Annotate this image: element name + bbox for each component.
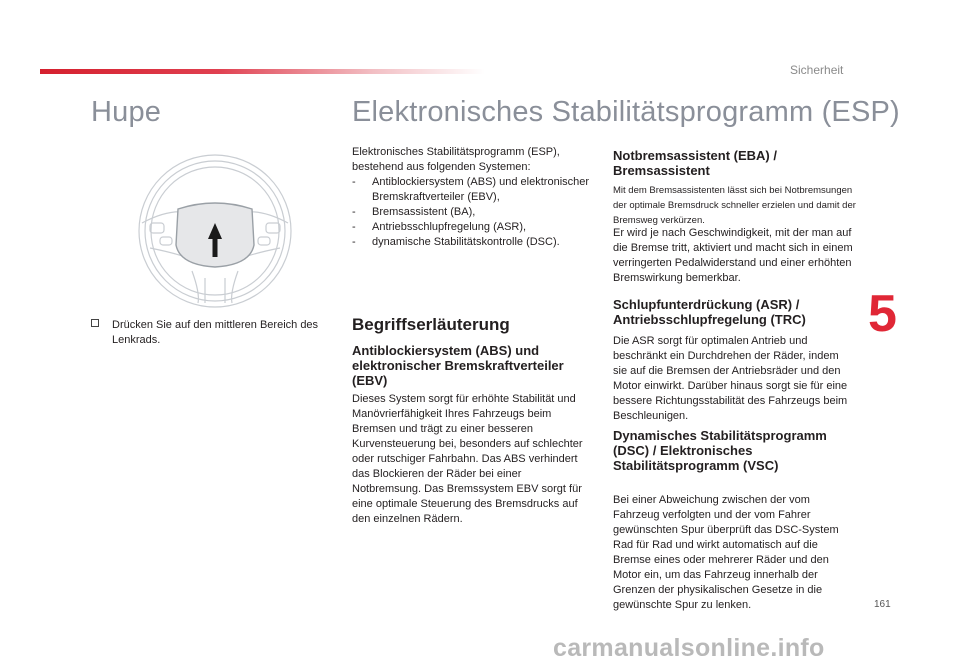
dsc-heading: Dynamisches Stabilitätsprogramm (DSC) / Elektronisches Stabilitätsprogramm (VSC) [613, 428, 827, 473]
eba-text-2: Er wird je nach Geschwindigkeit, mit der man auf die Bremse tritt, aktiviert und macht sich in einem verringerten Pedalwiderstand und einer erhöhten Bremswirkung bemerkbar. [613, 227, 853, 284]
list-item: - Antiblockiersystem (ABS) und elektronischer Bremskraftverteiler (EBV), [352, 175, 592, 205]
list-item: - dynamische Stabilitätskontrolle (DSC). [352, 235, 592, 250]
section-label: Sicherheit [790, 63, 844, 77]
steering-wheel-illustration [130, 153, 300, 308]
list-item: - Bremsassistent (BA), [352, 205, 592, 220]
dsc-text: Bei einer Abweichung zwischen der vom Fahrzeug verfolgten und der vom Fahrer gewünschten Spur überprüft das DSC-System Rad für Rad und wirkt automatisch auf die Bremse eines oder mehrerer Räder und den Motor ein, um das Fahrzeug innerhalb der Grenzen der physikalischen Gesetze in die gewünschte Spur zu lenken. [613, 494, 839, 611]
horn-instruction [91, 318, 331, 348]
definitions-heading: Begriffserläuterung [352, 315, 510, 334]
eba-heading: Notbremsassistent (EBA) / Bremsassistent [613, 148, 777, 178]
chapter-number: 5 [868, 285, 897, 343]
asr-text: Die ASR sorgt für optimalen Antrieb und beschränkt ein Durchdrehen der Räder, indem sie auf die Bremsen der Antriebsräder und den Motor einwirkt. Darüber hinaus sorgt sie für eine bessere Richtungsstabilität des Fahrzeugs beim Beschleunigen. [613, 335, 848, 422]
horn-title: Hupe [91, 96, 162, 128]
esp-intro [352, 145, 592, 250]
watermark: carmanualsonline.info [553, 634, 825, 662]
esp-title: Elektronisches Stabilitätsprogramm (ESP) [352, 96, 900, 128]
list-item: - Antriebsschlupfregelung (ASR), [352, 220, 592, 235]
checkbox-bullet-icon [91, 319, 99, 327]
page-number: 161 [874, 599, 891, 610]
esp-system-list [352, 175, 592, 250]
abs-heading: Antiblockiersystem (ABS) und elektronischer Bremskraftverteiler (EBV) [352, 343, 564, 388]
asr-heading: Schlupfunterdrückung (ASR) / Antriebsschlupfregelung (TRC) [613, 297, 806, 327]
horn-instruction-text: Drücken Sie auf den mittleren Bereich des Lenkrads. [112, 319, 319, 346]
eba-text-1: Mit dem Bremsassistenten lässt sich bei Notbremsungen der optimale Bremsdruck schneller erzielen und damit der Bremsweg verkürzen. [613, 185, 856, 226]
header-accent-bar [40, 69, 485, 74]
esp-intro-lead: Elektronisches Stabilitätsprogramm (ESP), bestehend aus folgenden Systemen: [352, 146, 560, 173]
abs-text: Dieses System sorgt für erhöhte Stabilität und Manövrierfähigkeit Ihres Fahrzeugs beim Bremsen und trägt zu einer besseren Kurvensteuerung bei, besonders auf schlechter oder rutschiger Fahrbahn. Das ABS verhindert das Blockieren der Räder bei einer Notbremsung. Das Bremssystem EBV sorgt für eine optimale Steuerung des Bremsdrucks auf den einzelnen Rädern. [352, 393, 583, 525]
